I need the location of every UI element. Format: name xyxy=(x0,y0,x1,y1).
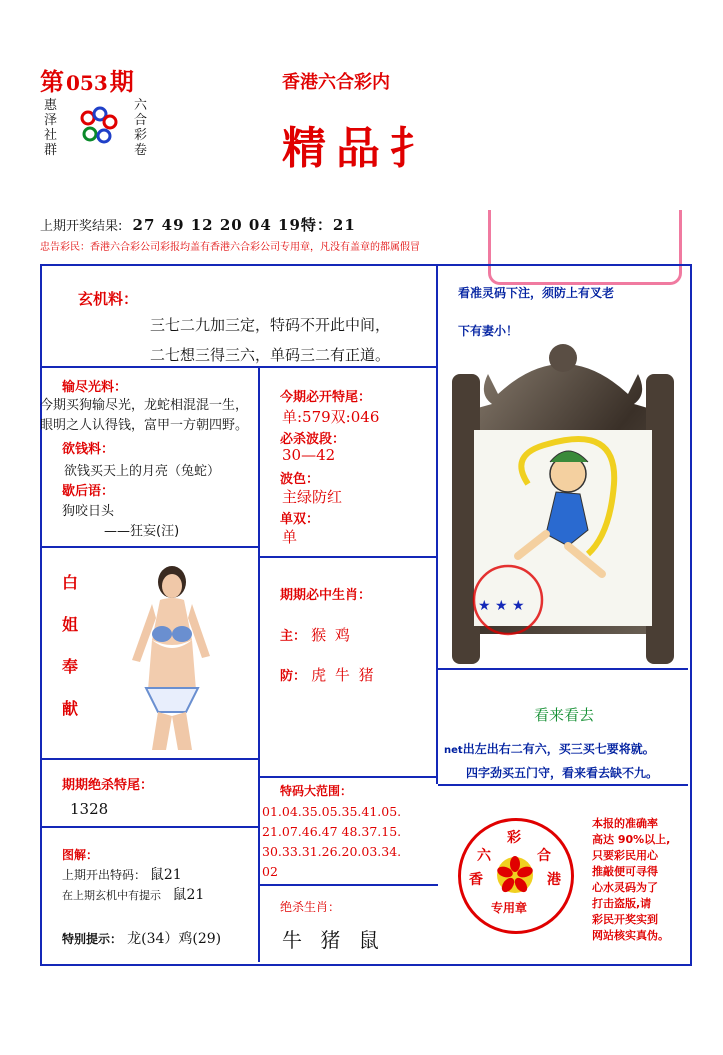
girl-char-1: 白 xyxy=(62,573,79,592)
tema-line2: 21.07.46.47 48.37.15. xyxy=(262,824,402,839)
tebie-value: 龙(34）鸡(29) xyxy=(127,931,222,947)
tema-line4: 02 xyxy=(262,864,278,879)
accuracy-text xyxy=(592,816,670,944)
tema-title: 特码大范围： xyxy=(280,784,353,798)
yuqian-title: 欲钱料： xyxy=(62,442,115,457)
jueshashengxiao-value: 牛 猪 鼠 xyxy=(282,928,385,952)
shujin-line1: 今期买狗输尽光，龙蛇相混混一生， xyxy=(40,398,249,413)
stamp-mid-right: 港 xyxy=(547,872,561,888)
tujie-line2-label: 在上期玄机中有提示 xyxy=(62,889,161,902)
issue-number xyxy=(40,62,134,97)
issue-suffix: 期 xyxy=(109,67,134,96)
shujin-title: 输尽光料： xyxy=(62,380,128,395)
girl-vertical-text xyxy=(62,562,82,730)
stamp-right: 合 xyxy=(537,848,551,864)
kanlai-line2: 四字劲买五门守，看来看去缺不九。 xyxy=(466,766,659,780)
shujin-line2: 眼明之人认得钱，富甲一方朝四野。 xyxy=(40,418,249,433)
accuracy-line-6: 打击盗版,请 xyxy=(592,897,652,910)
results-label: 上期开奖结果: xyxy=(40,219,123,234)
shengxiao-main-value: 猴 鸡 xyxy=(311,626,352,644)
bosha-value: 30—42 xyxy=(282,446,336,464)
bose-title: 波色： xyxy=(280,472,320,487)
accuracy-line-3: 只要彩民用心 xyxy=(592,849,658,862)
shengxiao-fang-label: 防： xyxy=(280,669,307,684)
xuanji-title: 玄机料： xyxy=(78,290,139,308)
accuracy-line-1: 本报的准确率 xyxy=(592,817,658,830)
girl-char-3: 奉 xyxy=(62,657,79,676)
left-vertical-text: 惠泽社群 xyxy=(44,98,58,158)
danshuang-value: 单 xyxy=(282,528,298,546)
right-line1: 看准灵码下注，须防上有叉老 xyxy=(458,286,615,300)
right-vertical-text: 六合彩卷 xyxy=(134,98,148,158)
tema-line3: 30.33.31.26.20.03.34. xyxy=(262,844,402,859)
xuanji-line1: 三七二九加三定，特码不开此中间， xyxy=(150,316,391,334)
accuracy-line-4: 推敲便可寻得 xyxy=(592,865,658,878)
results-numbers: 27 49 12 20 04 19特：21 xyxy=(132,216,356,234)
tema-numbers xyxy=(262,802,401,882)
jueshawei-value: 1328 xyxy=(70,800,109,818)
accuracy-line-7: 彩民开奖实到 xyxy=(592,913,658,926)
girl-photo xyxy=(112,560,224,750)
xuanji-line2: 二七想三得三六，单码三二有正道。 xyxy=(150,346,391,364)
yuqian-text: 欲钱买天上的月亮（兔蛇） xyxy=(64,464,221,479)
kanlai-prefix: net xyxy=(444,745,463,756)
tewei-value: 单:579双:046 xyxy=(282,408,380,426)
kanlai-line1 xyxy=(444,740,655,757)
svg-text:★ ★ ★: ★ ★ ★ xyxy=(478,598,525,614)
warning-text: 忠告彩民：香港六合彩公司彩报均盖有香港六合彩公司专用章，凡没有盖章的都属假冒 xyxy=(40,242,420,253)
girl-char-4: 献 xyxy=(62,699,79,718)
accuracy-line-8: 网站核实真伪。 xyxy=(592,929,669,942)
tujie-line2 xyxy=(62,884,204,904)
tujie-line1-label: 上期开出特码： xyxy=(62,868,147,882)
tebie xyxy=(62,928,221,948)
results-line xyxy=(40,214,356,235)
accuracy-line-5: 心水灵码为了 xyxy=(592,881,658,894)
shengxiao-fang xyxy=(280,664,376,685)
bose-value: 主绿防红 xyxy=(282,488,343,506)
shengxiao-fang-value: 虎 牛 猪 xyxy=(311,666,376,684)
kanlai-line1-text: 出左出右二有六，买三买七要将就。 xyxy=(462,742,655,756)
stamp-top: 彩 xyxy=(507,830,521,846)
tema-line1: 01.04.35.05.35.41.05. xyxy=(262,804,402,819)
issue-number-value: 053 xyxy=(66,71,108,95)
tujie-line1-value: 鼠21 xyxy=(149,867,182,883)
shengxiao-main xyxy=(280,624,352,645)
ornate-mirror-frame xyxy=(438,334,688,664)
jueshawei-title: 期期绝杀特尾： xyxy=(62,778,154,793)
stamp-mid-left: 香 xyxy=(469,872,483,888)
xiehou-line1: 狗咬日头 xyxy=(62,504,115,519)
official-stamp xyxy=(458,818,574,934)
bauhinia-flower-icon xyxy=(495,855,535,895)
title-small: 香港六合彩内 xyxy=(282,72,390,93)
tebie-title: 特别提示： xyxy=(62,932,123,946)
right-line2: 下有妻小！ xyxy=(458,324,519,338)
kanlai-title: 看来看去 xyxy=(534,706,595,724)
accuracy-line-2: 高达 90%以上, xyxy=(592,833,671,846)
xiehou-title: 歇后语： xyxy=(62,484,115,499)
bosha-title: 必杀波段： xyxy=(280,432,346,447)
issue-prefix: 第 xyxy=(40,67,64,96)
xiehou-line2: ——狂妄(汪) xyxy=(104,524,180,539)
tujie-line2-value: 鼠21 xyxy=(172,887,205,903)
shengxiao-title: 期期必中生肖： xyxy=(280,588,372,603)
stamp-left: 六 xyxy=(477,848,491,864)
girl-char-2: 姐 xyxy=(62,615,79,634)
tewei-title: 今期必开特尾： xyxy=(280,390,372,405)
shengxiao-main-label: 主： xyxy=(280,629,307,644)
title-big: 精品扌 xyxy=(282,123,444,174)
jueshashengxiao-title: 绝杀生肖： xyxy=(280,900,341,914)
tujie-line1 xyxy=(62,864,182,884)
stamp-bottom: 专用章 xyxy=(491,901,528,915)
danshuang-title: 单双： xyxy=(280,512,320,527)
tujie-title: 图解： xyxy=(62,848,99,862)
rings-logo-icon xyxy=(78,106,118,148)
